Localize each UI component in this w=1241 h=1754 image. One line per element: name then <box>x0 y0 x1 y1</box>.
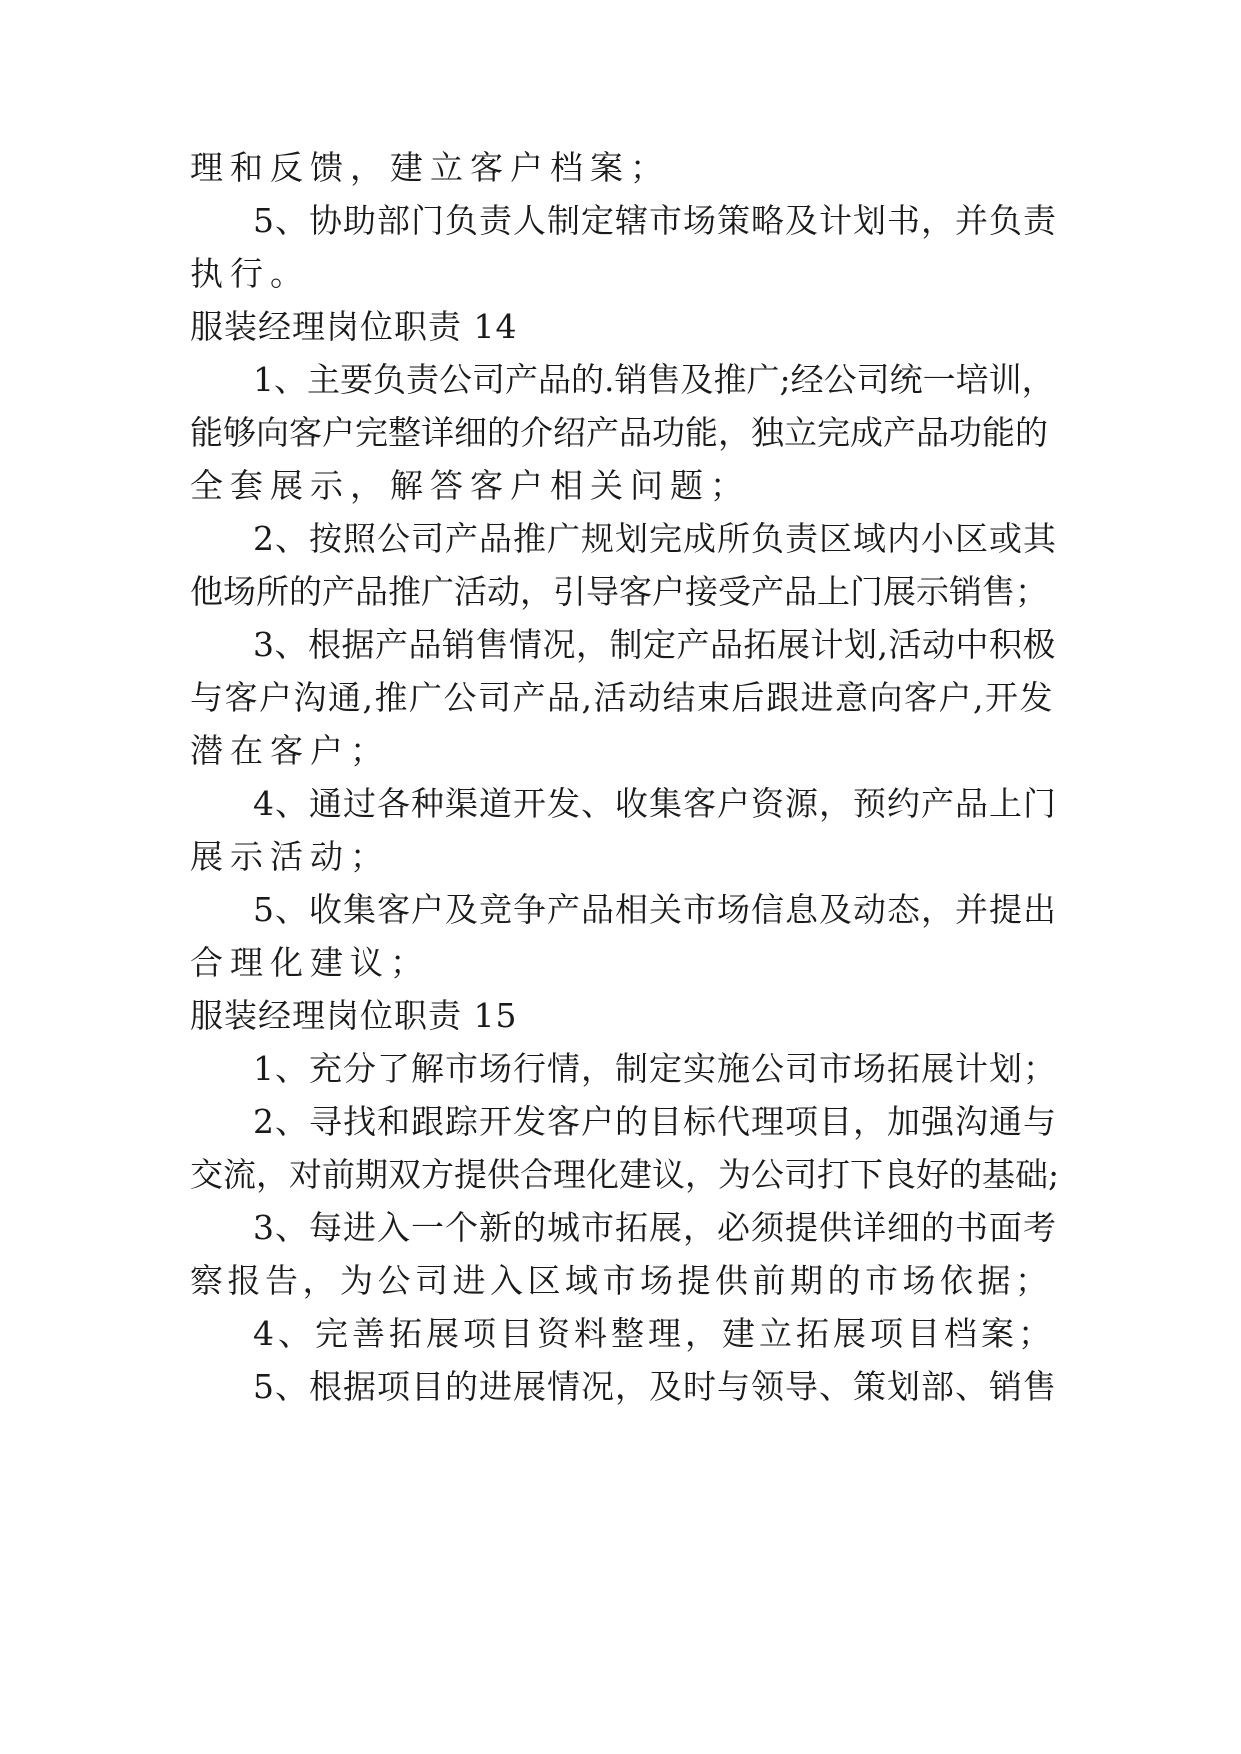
section-heading: 服装经理岗位职责 14 <box>190 307 518 346</box>
paragraph-line: 5、协助部门负责人制定辖市场策略及计划书，并负责 <box>253 201 1057 240</box>
paragraph-line: 展示活动； <box>190 837 390 876</box>
paragraph-line: 3、每进入一个新的城市拓展，必须提供详细的书面考 <box>253 1208 1057 1247</box>
paragraph-line: 交流，对前期双方提供合理化建议，为公司打下良好的基础; <box>190 1155 1060 1194</box>
paragraph-line: 合理化建议； <box>190 943 430 982</box>
paragraph-line: 察报告，为公司进入区域市场提供前期的市场依据； <box>190 1261 1053 1300</box>
paragraph-line: 5、根据项目的进展情况，及时与领导、策划部、销售 <box>253 1367 1057 1406</box>
paragraph-line: 理和反馈，建立客户档案； <box>190 148 670 187</box>
paragraph-line: 4、通过各种渠道开发、收集客户资源，预约产品上门 <box>253 784 1057 823</box>
paragraph-line: 2、寻找和跟踪开发客户的目标代理项目，加强沟通与 <box>253 1102 1057 1141</box>
paragraph-line: 1、充分了解市场行情，制定实施公司市场拓展计划； <box>253 1049 1057 1088</box>
paragraph-line: 能够向客户完整详细的介绍产品功能，独立完成产品功能的 <box>190 413 1048 452</box>
paragraph-line: 潜在客户； <box>190 731 390 770</box>
paragraph-line: 执行。 <box>190 254 310 293</box>
paragraph-line: 全套展示，解答客户相关问题； <box>190 466 750 505</box>
paragraph-line: 5、收集客户及竞争产品相关市场信息及动态，并提出 <box>253 890 1057 929</box>
paragraph-line: 与客户沟通,推广公司产品,活动结束后跟进意向客户,开发 <box>190 678 1054 717</box>
paragraph-line: 他场所的产品推广活动，引导客户接受产品上门展示销售； <box>190 572 1048 611</box>
paragraph-line: 1、主要负责公司产品的.销售及推广;经公司统一培训， <box>253 360 1055 399</box>
paragraph-line: 2、按照公司产品推广规划完成所负责区域内小区或其 <box>253 519 1057 558</box>
section-heading: 服装经理岗位职责 15 <box>190 996 518 1035</box>
paragraph-line: 4、完善拓展项目资料整理，建立拓展项目档案； <box>253 1314 1055 1353</box>
paragraph-line: 3、根据产品销售情况，制定产品拓展计划,活动中积极 <box>253 625 1056 664</box>
